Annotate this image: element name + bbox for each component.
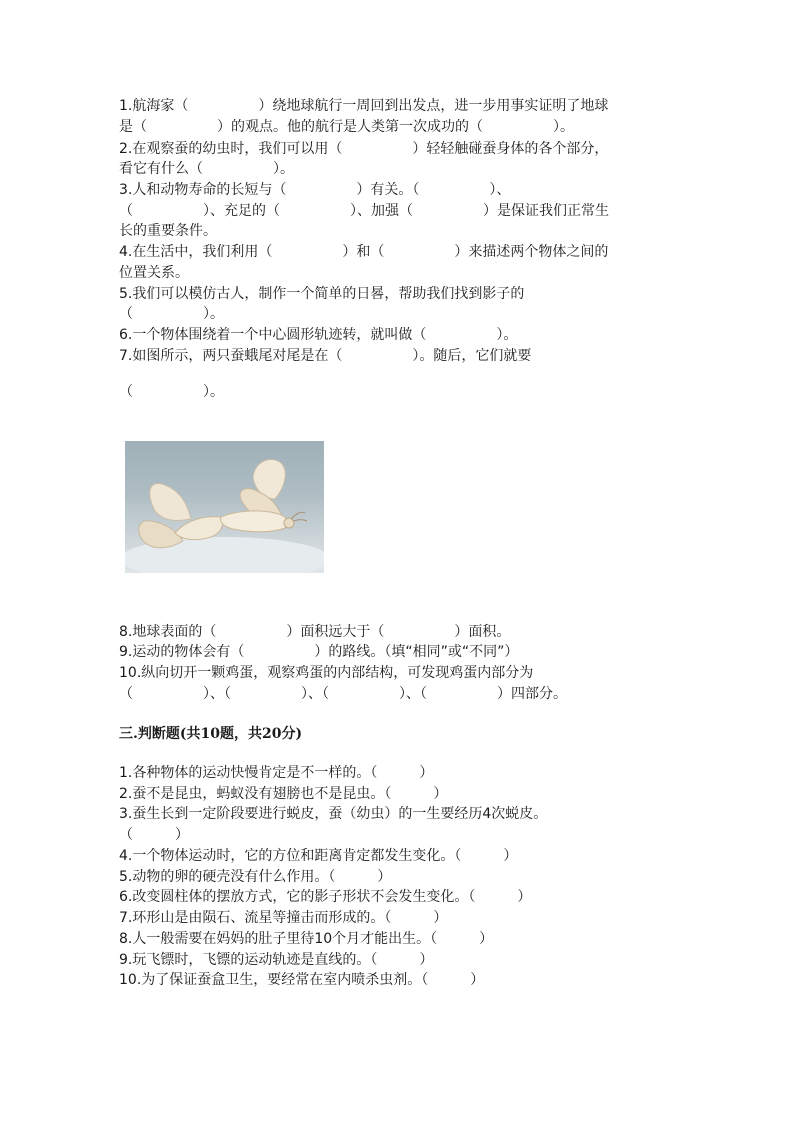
fill-question-8: 8.地球表面的（ ）面积远大于（ ）面积。 — [119, 624, 511, 640]
fill-question-3-line-1: 3.人和动物寿命的长短与（ ）有关。（ ）、 — [119, 182, 511, 198]
fill-question-10-line-2: （ ）、（ ）、（ ）、（ ）四部分。 — [119, 686, 567, 702]
fill-question-5-line-1: 5.我们可以模仿古人，制作一个简单的日晷，帮助我们找到影子的 — [119, 286, 525, 302]
judge-question-6: 6.改变圆柱体的摆放方式，它的影子形状不会发生变化。（ ） — [119, 889, 532, 905]
judge-question-10: 10.为了保证蚕盒卫生，要经常在室内喷杀虫剂。（ ） — [119, 972, 485, 988]
fill-question-4-line-2: 位置关系。 — [119, 265, 189, 281]
fill-question-2-line-2: 看它有什么（ ）。 — [119, 161, 294, 177]
judge-question-9: 9.玩飞镖时，飞镖的运动轨迹是直线的。（ ） — [119, 952, 434, 968]
fill-question-7-line-2: （ ）。 — [119, 384, 224, 400]
fill-question-4-line-1: 4.在生活中，我们利用（ ）和（ ）来描述两个物体之间的 — [119, 244, 609, 260]
judge-question-7: 7.环形山是由陨石、流星等撞击而形成的。（ ） — [119, 910, 448, 926]
judge-question-4: 4.一个物体运动时，它的方位和距离肯定都发生变化。（ ） — [119, 848, 518, 864]
judge-question-8: 8.人一般需要在妈妈的肚子里待10个月才能出生。（ ） — [119, 931, 494, 947]
judge-question-1: 1.各种物体的运动快慢肯定是不一样的。（ ） — [119, 765, 434, 781]
judge-question-3-line-2: （ ） — [119, 827, 189, 843]
fill-question-6: 6.一个物体围绕着一个中心圆形轨迹转，就叫做（ ）。 — [119, 327, 518, 343]
fill-question-3-line-2: （ ）、充足的（ ）、加强（ ）是保证我们正常生 — [119, 203, 609, 219]
fill-question-1-line-2: 是（ ）的观点。他的航行是人类第一次成功的（ ）。 — [119, 119, 574, 135]
fill-question-2-line-1: 2.在观察蚕的幼虫时，我们可以用（ ）轻轻触碰蚕身体的各个部分， — [119, 141, 609, 157]
judge-question-2: 2.蚕不是昆虫，蚂蚁没有翅膀也不是昆虫。（ ） — [119, 786, 448, 802]
fill-question-5-line-2: （ ）。 — [119, 306, 224, 322]
section-title-judgment: 三.判断题(共10题，共20分) — [119, 726, 303, 742]
judge-question-5: 5.动物的卵的硬壳没有什么作用。（ ） — [119, 869, 392, 885]
fill-question-3-line-3: 长的重要条件。 — [119, 223, 217, 239]
fill-question-9: 9.运动的物体会有（ ）的路线。（填“相同”或“不同”） — [119, 644, 519, 660]
fill-question-7-line-1: 7.如图所示，两只蚕蛾尾对尾是在（ ）。随后，它们就要 — [119, 348, 532, 364]
fill-question-1-line-1: 1.航海家（ ）绕地球航行一周回到出发点，进一步用事实证明了地球 — [119, 98, 609, 114]
silkworm-moths-photo — [125, 441, 324, 573]
judge-question-3-line-1: 3.蚕生长到一定阶段要进行蜕皮，蚕（幼虫）的一生要经历4次蜕皮。 — [119, 806, 548, 822]
fill-question-10-line-1: 10.纵向切开一颗鸡蛋，观察鸡蛋的内部结构，可发现鸡蛋内部分为 — [119, 665, 534, 681]
